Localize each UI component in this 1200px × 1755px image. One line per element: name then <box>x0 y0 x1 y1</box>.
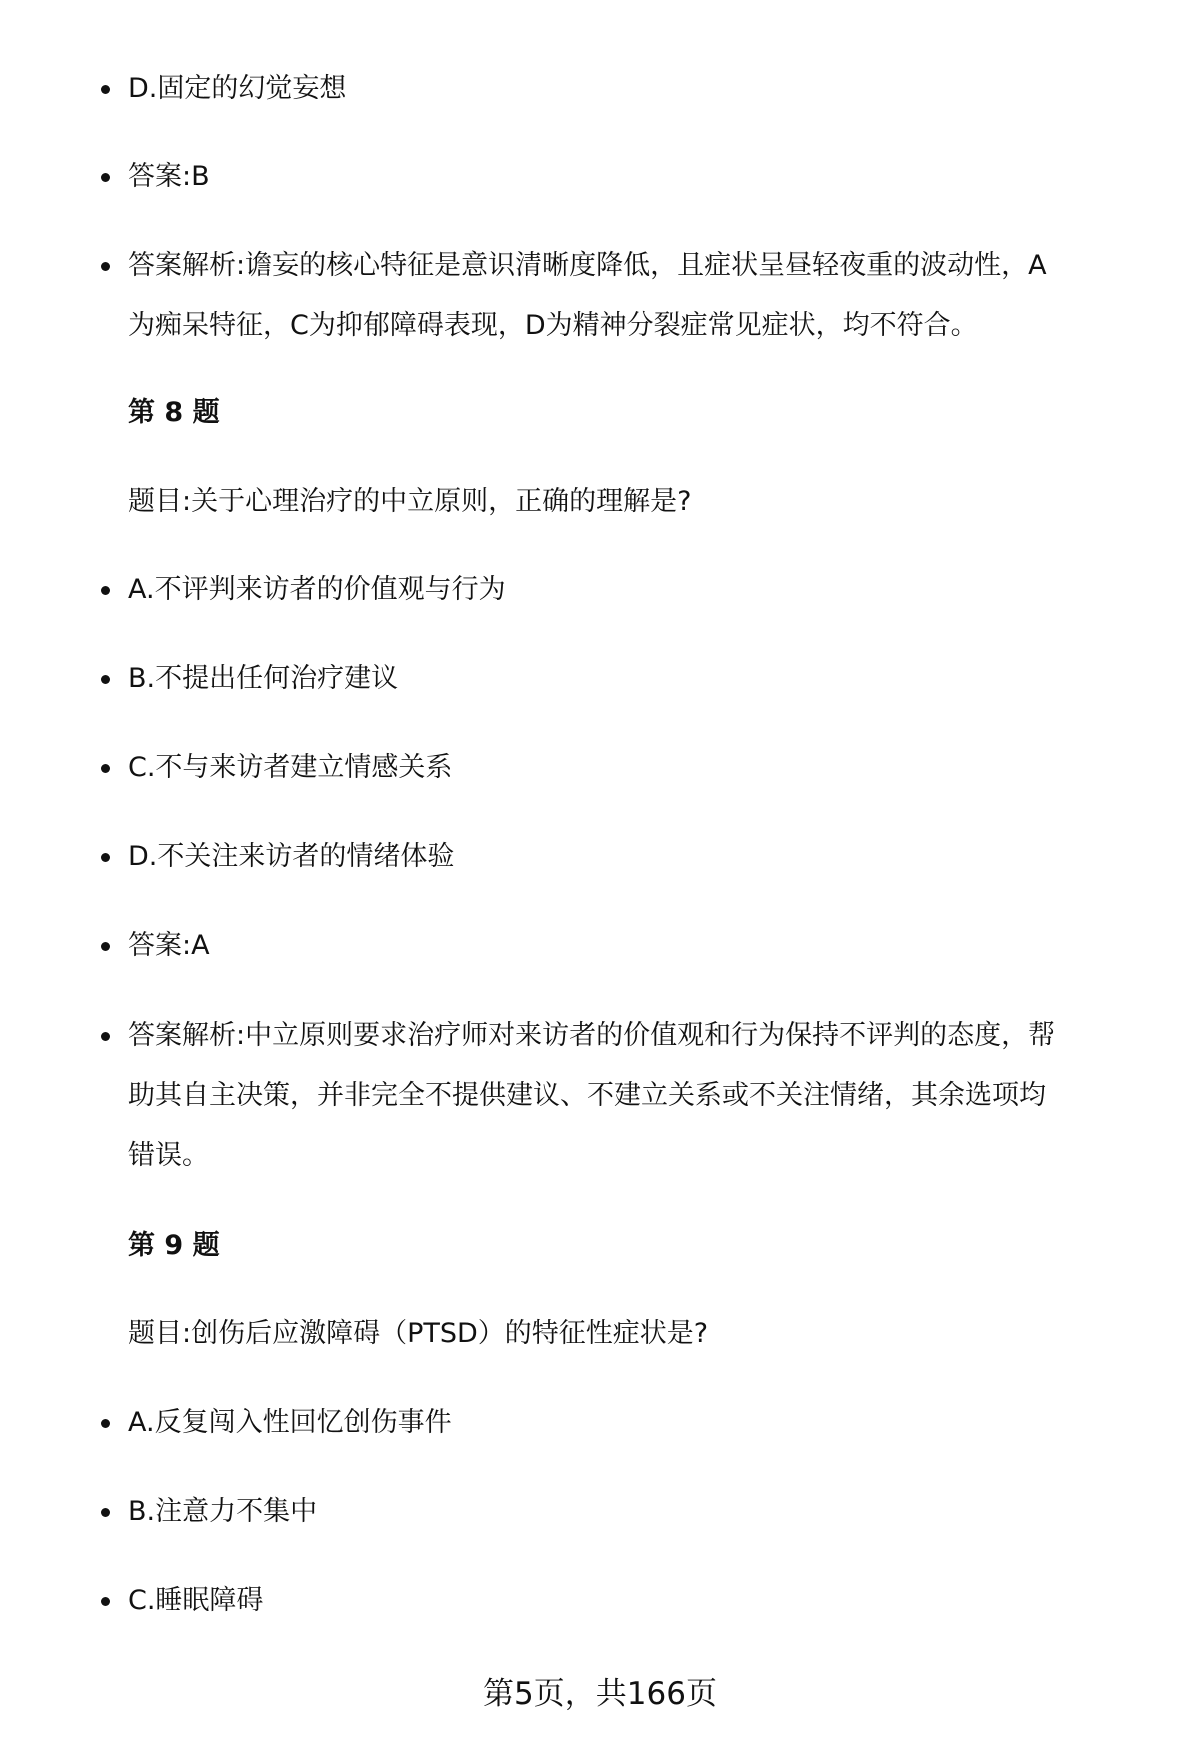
list-bullet <box>101 586 110 595</box>
q8-option-b: B.不提出任何治疗建议 <box>128 663 399 694</box>
list-bullet <box>101 85 110 94</box>
page-footer-page-number: 第5页，共166页 <box>483 1676 717 1712</box>
list-bullet <box>101 1032 110 1041</box>
q8-option-d: D.不关注来访者的情绪体验 <box>128 841 455 872</box>
list-bullet <box>101 764 110 773</box>
q9-option-b: B.注意力不集中 <box>128 1496 318 1527</box>
q9-heading: 第 9 题 <box>128 1230 220 1261</box>
q9-question: 题目:创伤后应激障碍（PTSD）的特征性症状是? <box>128 1318 709 1349</box>
q7-answer: 答案:B <box>128 161 210 192</box>
q7-explanation-line-1: 答案解析:谵妄的核心特征是意识清晰度降低，且症状呈昼轻夜重的波动性，A <box>128 250 1047 281</box>
q9-option-c: C.睡眠障碍 <box>128 1585 264 1616</box>
q8-option-a: A.不评判来访者的价值观与行为 <box>128 574 506 605</box>
list-bullet <box>101 942 110 951</box>
q8-explanation-line-2: 助其自主决策，并非完全不提供建议、不建立关系或不关注情绪，其余选项均 <box>128 1080 1046 1111</box>
q9-option-a: A.反复闯入性回忆创伤事件 <box>128 1407 452 1438</box>
q8-question: 题目:关于心理治疗的中立原则，正确的理解是? <box>128 486 692 517</box>
q7-option-d: D.固定的幻觉妄想 <box>128 73 347 104</box>
list-bullet <box>101 675 110 684</box>
q8-answer: 答案:A <box>128 930 210 961</box>
q7-explanation-line-2: 为痴呆特征，C为抑郁障碍表现，D为精神分裂症常见症状，均不符合。 <box>128 310 978 341</box>
list-bullet <box>101 1597 110 1606</box>
list-bullet <box>101 1419 110 1428</box>
list-bullet <box>101 1508 110 1517</box>
list-bullet <box>101 853 110 862</box>
q8-option-c: C.不与来访者建立情感关系 <box>128 752 453 783</box>
q8-explanation-line-1: 答案解析:中立原则要求治疗师对来访者的价值观和行为保持不评判的态度，帮 <box>128 1020 1056 1051</box>
q8-heading: 第 8 题 <box>128 397 220 428</box>
list-bullet <box>101 262 110 271</box>
q8-explanation-line-3: 错误。 <box>128 1140 209 1171</box>
list-bullet <box>101 173 110 182</box>
